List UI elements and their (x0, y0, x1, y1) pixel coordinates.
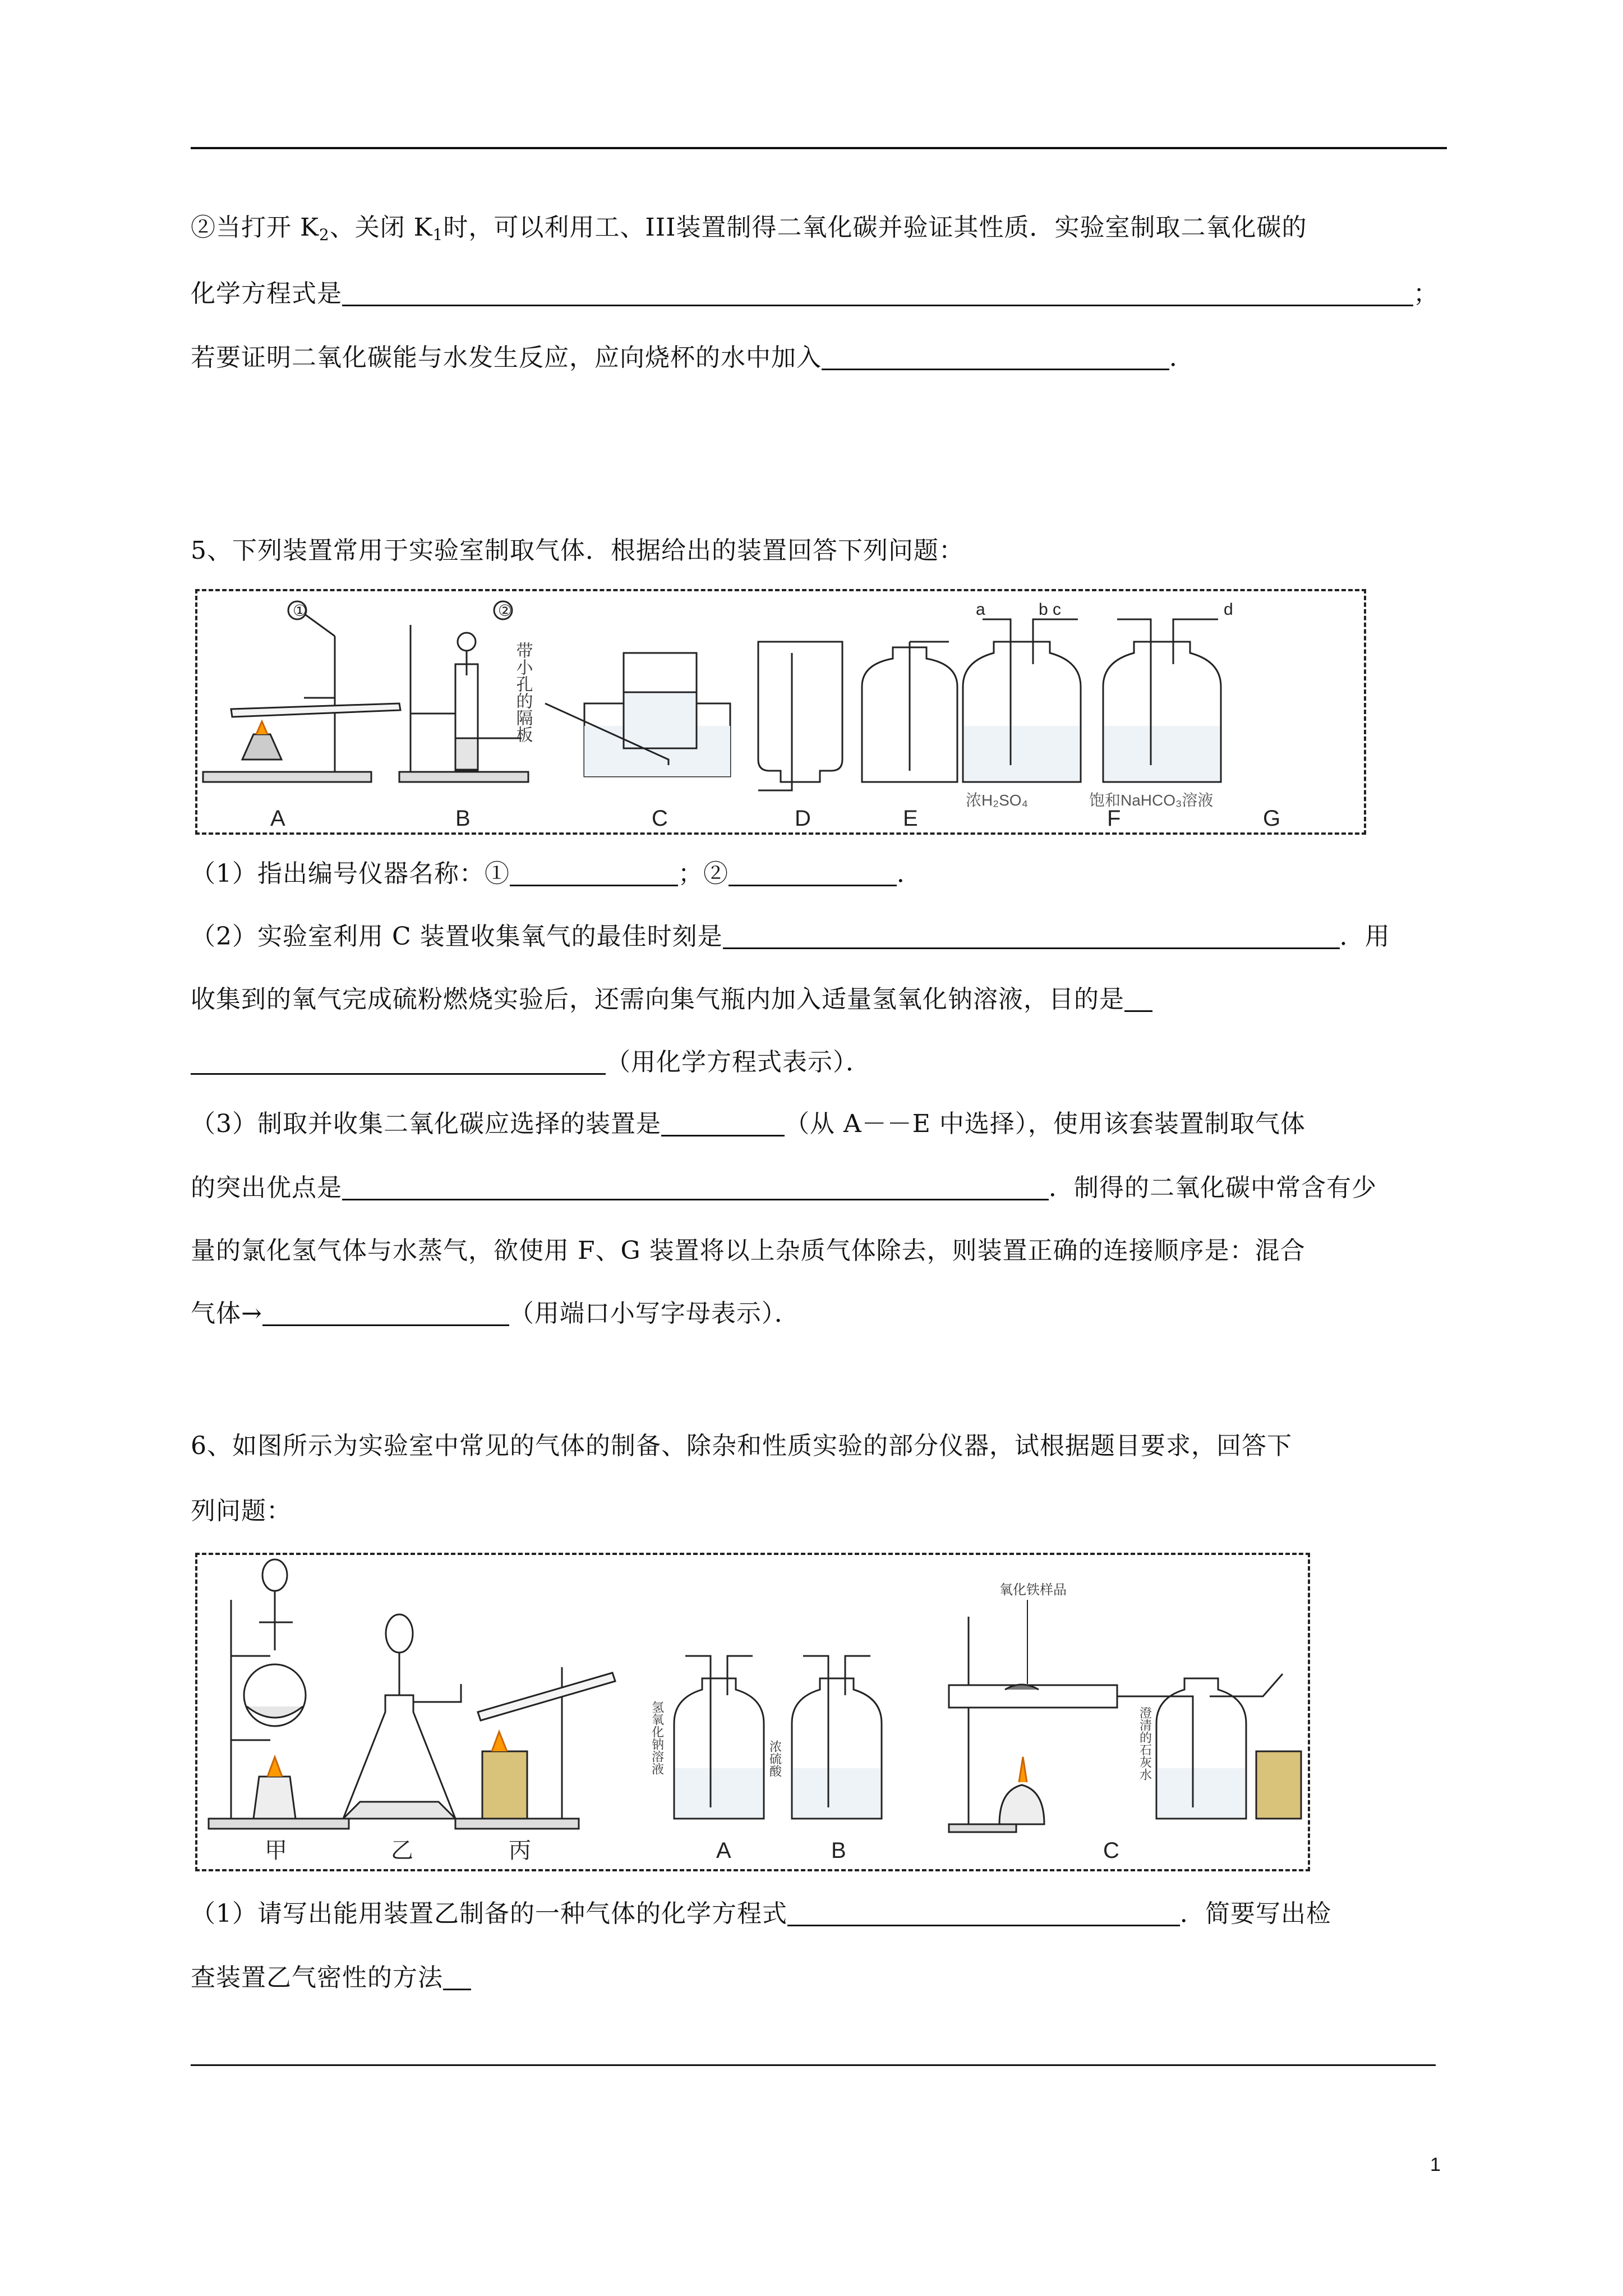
apparatus-g (1089, 600, 1233, 809)
header-rule (191, 147, 1447, 149)
label-bing: 丙 (509, 1838, 531, 1863)
q6-intro-line1: 6、如图所示为实验室中常见的气体的制备、除杂和性质实验的部分仪器，试根据题目要求，回答下 (191, 1432, 1292, 1460)
q5-blank-apparatus[interactable] (661, 1110, 785, 1137)
label-c: C (652, 806, 668, 831)
label-c6: C (1103, 1838, 1119, 1863)
apparatus-bing (455, 1667, 615, 1829)
label-a6: A (716, 1838, 731, 1863)
apparatus-f (963, 600, 1081, 809)
marker-1: ① (293, 602, 307, 619)
q5-part3-line2: 的突出优点是 ．制得的二氧化碳中常含有少 (191, 1174, 1377, 1202)
q6-part1-line1: （1）请写出能用装置乙制备的一种气体的化学方程式 ．简要写出检 (191, 1899, 1331, 1928)
svg-text:b c: b c (1039, 600, 1062, 619)
q5-figure (195, 589, 1366, 835)
q4-line-1: ②当打开 $K_2$、关闭 $K_1$时，可以利用工、III装置制得二氧化碳并验证其性质．实验室制取二氧化碳的 (191, 213, 1307, 244)
svg-text:a: a (976, 600, 985, 619)
label-f: F (1107, 806, 1121, 831)
q5-part2-line1: （2）实验室利用 C 装置收集氧气的最佳时刻是 ．用 (191, 922, 1390, 951)
q4-line-3: 若要证明二氧化碳能与水发生反应，应向烧杯的水中加入 ． (191, 343, 1195, 372)
q6-figure (195, 1553, 1310, 1871)
q6-intro-line2: 列问题： (191, 1497, 292, 1525)
label-d: D (795, 806, 811, 831)
apparatus-b (399, 601, 533, 782)
label-e: E (903, 806, 918, 831)
apparatus-c (545, 653, 730, 776)
apparatus-wash-b (768, 1656, 882, 1819)
apparatus-jia (209, 1559, 349, 1829)
apparatus-d (758, 642, 842, 790)
apparatus-e (862, 642, 957, 782)
q5-blank-purpose[interactable] (191, 1048, 606, 1075)
q5-intro: 5、下列装置常用于实验室制取气体．根据给出的装置回答下列问题： (191, 536, 964, 565)
g-liquid-label: 饱和NaHCO₃溶液 (1089, 792, 1214, 809)
apparatus-wash-a (651, 1656, 764, 1819)
q6-method-blank[interactable] (443, 1964, 471, 1990)
f-liquid-label: 浓H₂SO₄ (966, 792, 1028, 809)
q5-blank-instrument-1[interactable] (510, 860, 678, 886)
label-b: B (455, 806, 471, 831)
apparatus-yi (343, 1614, 461, 1819)
q5-part2-line3: （用化学方程式表示）． (191, 1046, 871, 1079)
svg-text:氢氧化钠溶液: 氢氧化钠溶液 (650, 1701, 665, 1775)
q5-part3-line4: 气体→ （用端口小写字母表示）． (191, 1299, 800, 1328)
q5-part1: （1）指出编号仪器名称：① ；② ． (191, 859, 922, 888)
footer-rule (191, 2064, 1436, 2066)
apparatus-c6 (949, 1582, 1301, 1832)
page-number: 1 (1430, 2154, 1441, 2175)
sample-label: 氧化铁样品 (999, 1582, 1067, 1598)
label-b6: B (831, 1838, 846, 1863)
svg-text:澄清的石灰水: 澄清的石灰水 (1138, 1706, 1152, 1780)
q5-part3-line3: 量的氯化氢气体与水蒸气，欲使用 F、G 装置将以上杂质气体除去，则装置正确的连接顺序是：混合 (191, 1236, 1306, 1265)
q5-blank-purpose-start[interactable] (1124, 986, 1152, 1012)
svg-text:浓硫酸: 浓硫酸 (768, 1740, 782, 1777)
q5-part3-line1: （3）制取并收集二氧化碳应选择的装置是 （从 A－－E 中选择），使用该套装置制取气体 (191, 1110, 1306, 1138)
q5-blank-timing[interactable] (723, 923, 1340, 949)
q5-part2-line2: 收集到的氧气完成硫粉燃烧实验后，还需向集气瓶内加入适量氢氧化钠溶液，目的是 (191, 983, 1152, 1016)
q4-line-2: 化学方程式是 ； (191, 279, 1438, 308)
label-a: A (270, 806, 285, 831)
q4-reagent-blank[interactable] (822, 344, 1169, 370)
label-yi: 乙 (391, 1838, 413, 1863)
plate-label: 带小孔的隔板 (513, 642, 532, 743)
q5-blank-order[interactable] (262, 1300, 509, 1326)
marker-2: ② (498, 602, 513, 619)
q5-blank-advantage[interactable] (342, 1174, 1049, 1200)
q6-equation-blank[interactable] (787, 1900, 1180, 1926)
q5-blank-instrument-2[interactable] (728, 860, 897, 886)
q4-equation-blank[interactable] (342, 280, 1413, 306)
svg-text:d: d (1224, 600, 1233, 619)
label-g: G (1263, 806, 1281, 831)
apparatus-a (203, 601, 400, 782)
q6-part1-line2: 查装置乙气密性的方法 (191, 1961, 471, 1995)
label-jia: 甲 (265, 1838, 287, 1863)
